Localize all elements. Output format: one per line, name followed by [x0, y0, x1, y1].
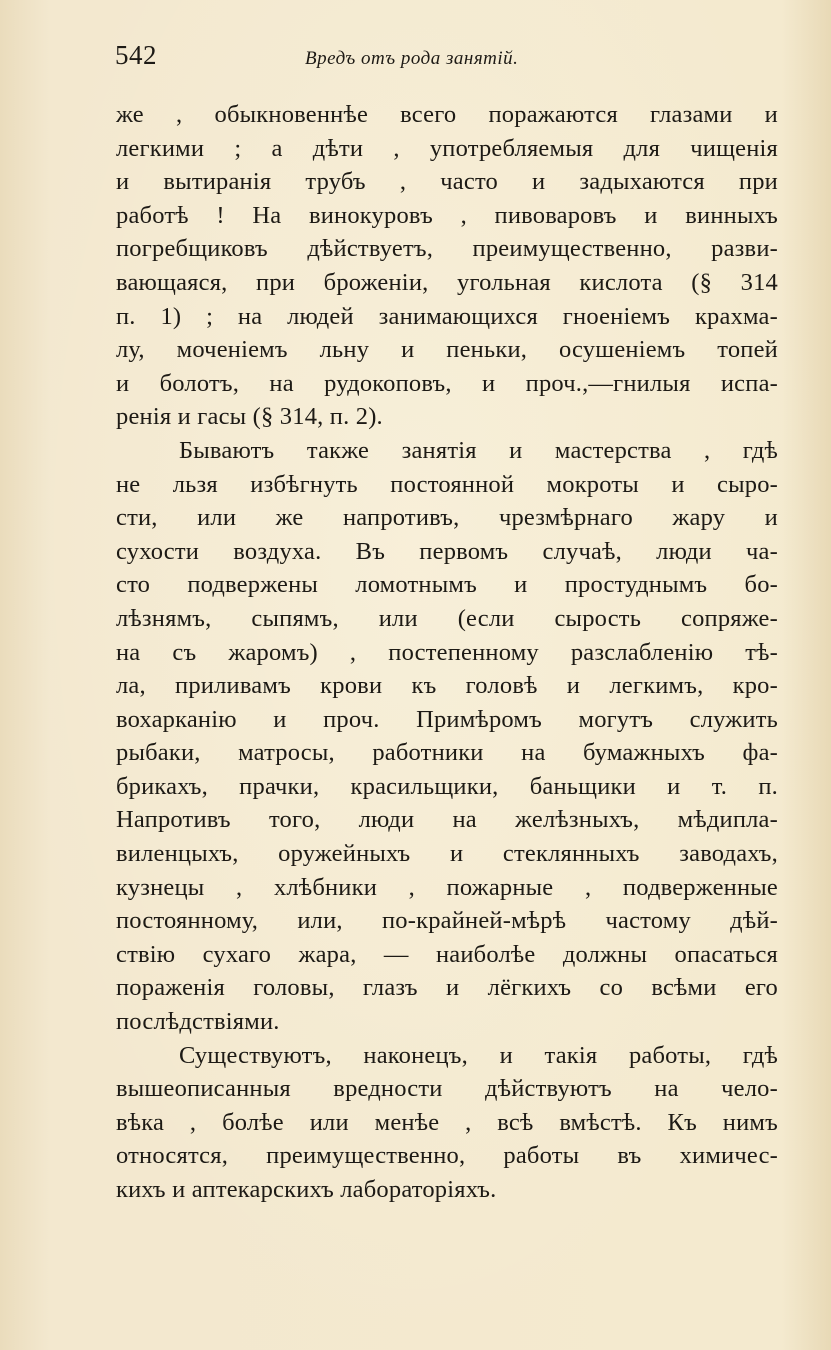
text-line: лѣзнямъ, сыпямъ, или (если сырость сопряже-: [116, 604, 778, 632]
text-line: лу, моченіемъ льну и пеньки, осушеніемъ топей: [116, 336, 778, 364]
text-line: вѣка , болѣе или менѣе , всѣ вмѣстѣ. Къ нимъ: [116, 1108, 778, 1136]
text-line: кузнецы , хлѣбники , пожарные , подверженные: [116, 873, 778, 901]
text-line: работѣ ! На винокуровъ , пивоваровъ и винныхъ: [116, 201, 778, 229]
text-line: брикахъ, прачки, красильщики, баньщики и т. п.: [116, 772, 778, 800]
text-line: пораженія головы, глазъ и лёгкихъ со всѣми его: [116, 974, 778, 1002]
text-line: сухости воздуха. Въ первомъ случаѣ, люди ча-: [116, 537, 778, 565]
page-header: [115, 40, 775, 80]
text-line: виленцыхъ, оружейныхъ и стеклянныхъ заводахъ,: [116, 840, 778, 868]
text-line: и болотъ, на рудокоповъ, и проч.,—гнилыя испа-: [116, 369, 778, 397]
running-title: Вредъ отъ рода занятій.: [305, 48, 519, 69]
text-line: Существуютъ, наконецъ, и такія работы, гдѣ: [179, 1041, 778, 1069]
text-line: не льзя избѣгнуть постоянной мокроты и сыро-: [116, 470, 778, 498]
text-line: сти, или же напротивъ, чрезмѣрнаго жару и: [116, 504, 778, 532]
text-line: рыбаки, матросы, работники на бумажныхъ фа-: [116, 739, 778, 767]
text-line: ренія и гасы (§ 314, п. 2).: [116, 403, 383, 431]
paragraph-3: [116, 1039, 778, 1207]
text-line: вышеописанныя вредности дѣйствуютъ на чело-: [116, 1075, 778, 1103]
text-line: же , обыкновеннѣе всего поражаются глазами и: [116, 101, 778, 128]
text-line: ствію сухаго жара, — наиболѣе должны опасаться: [116, 940, 778, 968]
text-line: вохарканію и проч. Примѣромъ могутъ служить: [116, 705, 778, 733]
text-line: погребщиковъ дѣйствуетъ, преимущественно, разви-: [116, 235, 778, 263]
text-line: относятся, преимущественно, работы въ химичес-: [116, 1142, 778, 1170]
page-number: 542: [115, 40, 157, 70]
text-line: кихъ и аптекарскихъ лабораторіяхъ.: [116, 1176, 497, 1203]
body-text: [116, 98, 778, 1207]
text-line: Напротивъ того, люди на желѣзныхъ, мѣдипла-: [116, 806, 778, 834]
text-line: на съ жаромъ) , постепенному разслабленію тѣ-: [116, 638, 778, 666]
text-line: Бываютъ также занятія и мастерства , гдѣ: [179, 436, 778, 464]
text-line: и вытиранія трубъ , часто и задыхаются при: [116, 168, 778, 196]
text-line: вающаяся, при броженіи, угольная кислота (§ 314: [116, 268, 778, 296]
paragraph-1: [116, 98, 778, 434]
text-line: послѣдствіями.: [116, 1008, 280, 1036]
text-line: ла, приливамъ крови къ головѣ и легкимъ, кро-: [116, 672, 778, 700]
text-line: сто подвержены ломотнымъ и простуднымъ бо-: [116, 571, 778, 599]
paragraph-2: [116, 434, 778, 1039]
text-line: п. 1) ; на людей занимающихся гноеніемъ крахма-: [116, 302, 778, 330]
text-line: постоянному, или, по-крайней-мѣрѣ частому дѣй-: [116, 907, 778, 935]
text-line: легкими ; а дѣти , употребляемыя для чищенія: [116, 134, 778, 162]
